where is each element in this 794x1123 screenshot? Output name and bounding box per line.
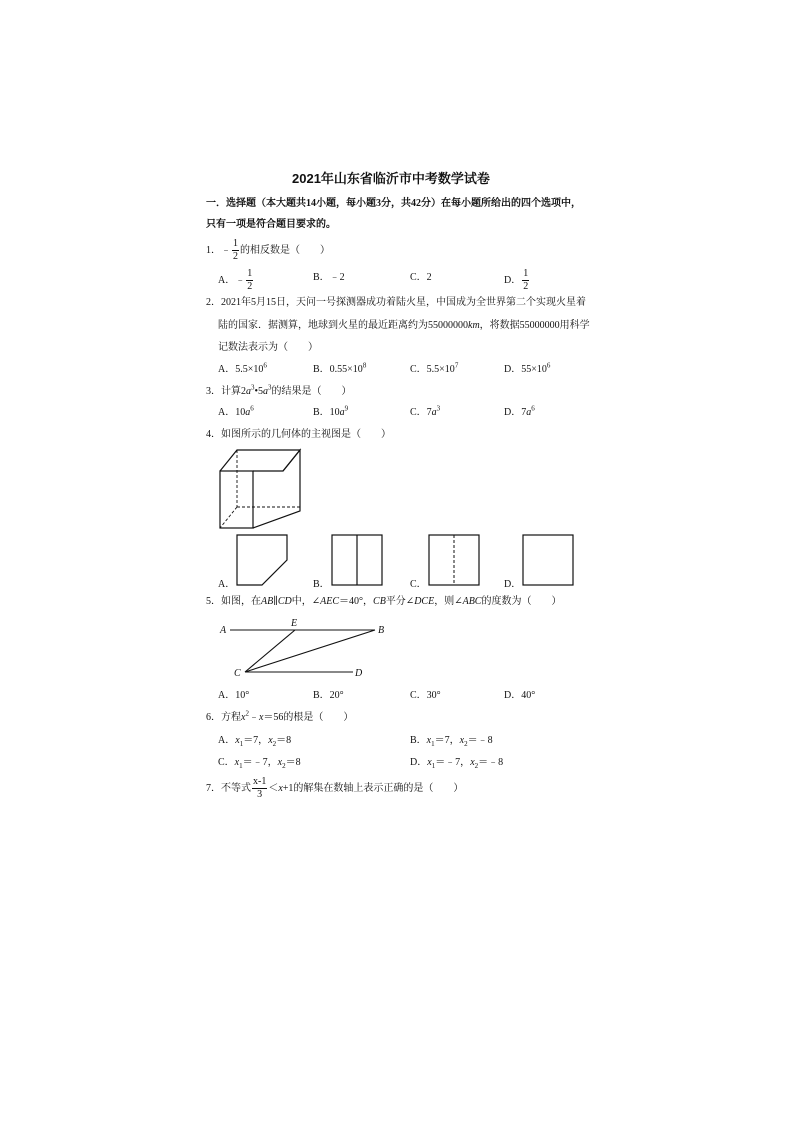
q5-option-b: B．20° <box>313 690 344 701</box>
q5-option-d: D．40° <box>504 690 536 701</box>
q5-geometry-figure <box>215 620 395 680</box>
question-3-stem: 3．计算$2a^3•5a^3$的结果是（ ） <box>206 383 352 397</box>
q1-option-a: A．﹣ $\frac{1}{2}$ <box>218 268 253 292</box>
q6-option-d: D．$x_1=﹣7$，$x_2=﹣8$ <box>410 757 504 770</box>
q4-option-b-label: B． <box>313 579 330 590</box>
q6-option-b: B．$x_1=7$，$x_2=﹣8$ <box>410 735 493 748</box>
q6-option-a: A．$x_1=7$，$x_2=8$ <box>218 735 292 748</box>
q5-option-a: A．10° <box>218 690 250 701</box>
question-2-line2: 陆的国家．据测算，地球到火星的最近距离约为55000000km，将数据55000000用科学 <box>218 320 590 331</box>
q1-option-b: B．﹣2 <box>313 272 345 283</box>
question-text: 的相反数是（ ） <box>240 244 330 256</box>
question-5-stem: 5．如图，在AB∥CD中，∠AEC＝40°，CB平分∠DCE，则∠ABC的度数为（ ） <box>206 596 562 607</box>
section-heading-line2: 只有一项是符合题目要求的。 <box>206 219 336 230</box>
q3-option-b: B．$10a^9$ <box>313 404 349 418</box>
q4-option-d-figure <box>522 534 574 586</box>
q1-option-c: C．2 <box>410 272 432 283</box>
q4-option-d-label: D． <box>504 579 522 590</box>
q2-option-d: D．$55\times 10^6$ <box>504 361 551 375</box>
q3-option-d: D．$7a^6$ <box>504 404 535 418</box>
fraction: $\frac{x-1}{3}$ <box>253 776 267 800</box>
q5-option-c: C．30° <box>410 690 441 701</box>
q4-option-b-figure <box>331 534 383 586</box>
fraction: $\frac{1}{2}$ <box>233 238 238 262</box>
question-6-stem: 6．方程$x^2﹣x=56$的根是（ ） <box>206 709 354 723</box>
q3-option-a: A．$10a^6$ <box>218 404 254 418</box>
point-label-c: C <box>234 668 241 679</box>
q6-option-c: C．$x_1=﹣7$，$x_2=8$ <box>218 757 301 770</box>
q4-option-a-figure <box>236 534 288 586</box>
q2-option-a: A．$5.5\times 10^6$ <box>218 361 267 375</box>
point-label-a: A <box>220 625 227 636</box>
question-4-stem: 4．如图所示的几何体的主视图是（ ） <box>206 429 391 440</box>
question-7-stem: 7．不等式 $\frac{x-1}{3}$ ＜x+1的解集在数轴上表示正确的是（ ） <box>206 776 464 800</box>
question-1-stem <box>206 239 330 262</box>
section-heading-line1: 一．选择题（本大题共14小题，每小题3分，共42分）在每小题所给出的四个选项中， <box>206 198 581 209</box>
page-title: 2021年山东省临沂市中考数学试卷 <box>292 171 490 186</box>
point-label-e: E <box>291 618 298 629</box>
question-number: 1． <box>206 244 221 256</box>
minus-sign: ﹣ <box>221 244 231 256</box>
q2-option-c: C．$5.5\times 10^7$ <box>410 361 459 375</box>
q4-option-a-label: A． <box>218 579 236 590</box>
point-label-b: B <box>378 625 385 636</box>
question-2-line1: 2．2021年5月15日，天问一号探测器成功着陆火星，中国成为全世界第二个实现火星着 <box>206 297 586 308</box>
q4-option-c-figure <box>428 534 480 586</box>
q1-option-d: D． $\frac{1}{2}$ <box>504 268 529 292</box>
question-2-line3: 记数法表示为（ ） <box>218 342 318 353</box>
q2-option-b: B．$0.55\times 10^8$ <box>313 361 367 375</box>
point-label-d: D <box>355 668 363 679</box>
q4-option-c-label: C． <box>410 579 427 590</box>
q3-option-c: C．$7a^3$ <box>410 404 441 418</box>
q4-solid-figure <box>215 445 325 535</box>
